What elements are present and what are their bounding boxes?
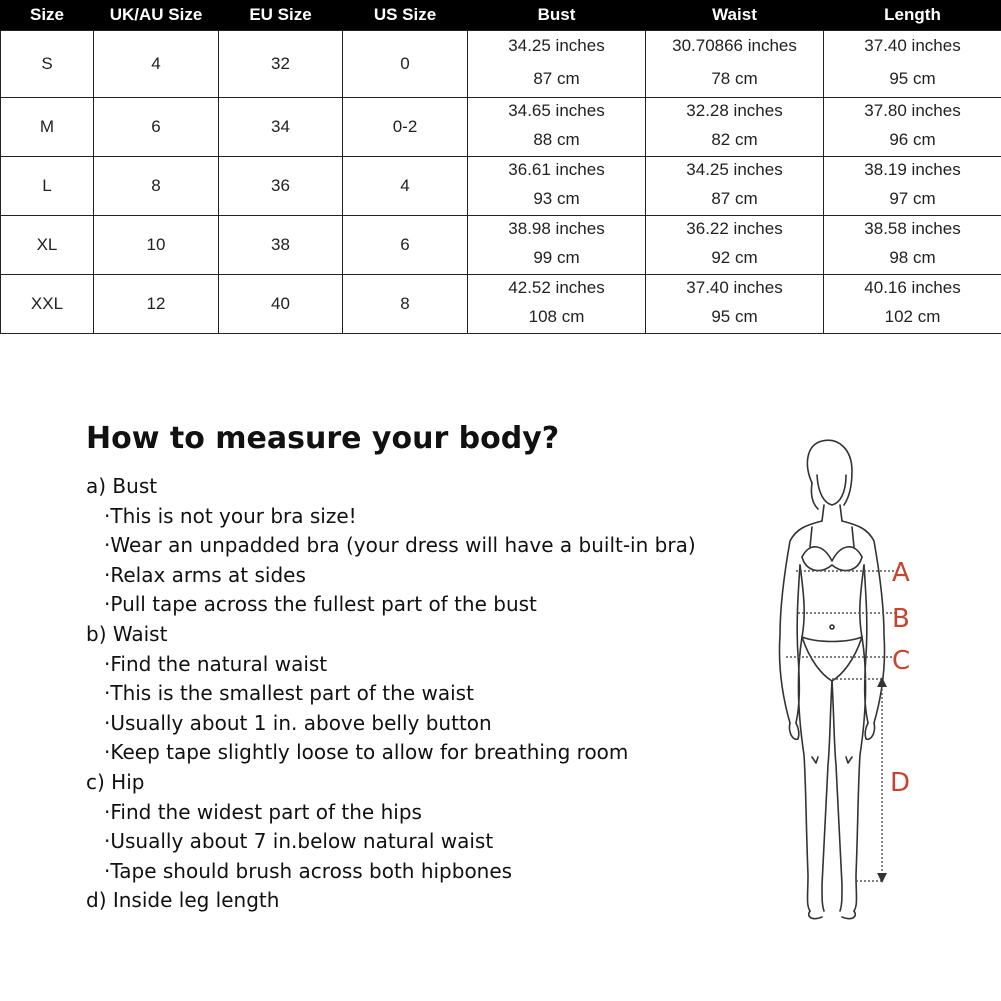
length-cell [824,98,1001,157]
length-inches: 37.40 inches [864,36,961,55]
waist-cm: 82 cm [711,130,758,149]
bust-cell [468,98,646,157]
eu-size-cell: 32 [219,31,343,98]
waist-cell [646,98,824,157]
header-eu-size: EU Size [219,0,343,31]
uk-au-size-cell: 8 [94,157,219,216]
size-cell: XL [1,216,94,275]
us-size-cell: 0-2 [343,98,468,157]
guide-item: ·Usually about 7 in.below natural waist [104,829,494,854]
waist-cm: 78 cm [711,69,758,88]
guide-item: ·Relax arms at sides [104,562,306,587]
length-inches: 40.16 inches [864,278,961,297]
bust-inches: 34.25 inches [508,36,605,55]
length-cell [824,31,1001,98]
figure-letter-c: C [892,646,911,676]
guide-item: ·This is the smallest part of the waist [104,681,474,706]
length-cm: 97 cm [889,189,936,208]
bust-cm: 93 cm [533,189,580,208]
length-cm: 95 cm [889,69,936,88]
waist-inches: 32.28 inches [686,101,783,120]
bust-cell [468,31,646,98]
table-header-row [1,0,1001,31]
length-inches: 37.80 inches [864,101,961,120]
table-row [1,216,1001,275]
table-row [1,157,1001,216]
length-cell [824,216,1001,275]
guide-item: ·Wear an unpadded bra (your dress will have a built-in bra) [104,533,696,558]
length-cm: 102 cm [884,307,941,326]
guide-section-heading: d) Inside leg length [86,888,280,913]
bust-inches: 34.65 inches [508,101,605,120]
guide-section-heading: b) Waist [86,621,168,646]
waist-inches: 37.40 inches [686,278,783,297]
table-row [1,98,1001,157]
waist-inches: 36.22 inches [686,219,783,238]
length-inches: 38.19 inches [864,160,961,179]
header-uk-au-size: UK/AU Size [94,0,219,31]
size-chart-table [0,0,1001,334]
guide-title: How to measure your body? [86,421,560,456]
length-cell [824,157,1001,216]
bust-cm: 108 cm [528,307,585,326]
waist-inches: 30.70866 inches [672,36,797,55]
guide-item: ·Pull tape across the fullest part of the bust [104,592,537,617]
bust-cm: 99 cm [533,248,580,267]
header-size: Size [1,0,94,31]
header-waist: Waist [646,0,824,31]
waist-cell [646,216,824,275]
uk-au-size-cell: 10 [94,216,219,275]
size-cell: M [1,98,94,157]
header-length: Length [824,0,1001,31]
guide-item: ·This is not your bra size! [104,503,357,528]
header-us-size: US Size [343,0,468,31]
eu-size-cell: 38 [219,216,343,275]
guide-section-heading: c) Hip [86,769,145,794]
waist-cell [646,275,824,334]
header-bust: Bust [468,0,646,31]
bust-inches: 42.52 inches [508,278,605,297]
uk-au-size-cell: 4 [94,31,219,98]
waist-cm: 92 cm [711,248,758,267]
eu-size-cell: 36 [219,157,343,216]
us-size-cell: 8 [343,275,468,334]
eu-size-cell: 34 [219,98,343,157]
measurement-guide [86,472,736,916]
waist-cell [646,31,824,98]
waist-cm: 95 cm [711,307,758,326]
figure-letter-a: A [892,558,910,588]
bust-cm: 87 cm [533,69,580,88]
guide-item: ·Tape should brush across both hipbones [104,858,513,883]
us-size-cell: 4 [343,157,468,216]
guide-item: ·Keep tape slightly loose to allow for breathing room [104,740,629,765]
length-cm: 96 cm [889,130,936,149]
table-row [1,31,1001,98]
guide-item: ·Find the natural waist [104,651,328,676]
length-cell [824,275,1001,334]
guide-item: ·Find the widest part of the hips [104,799,422,824]
figure-letter-d: D [890,768,911,798]
eu-size-cell: 40 [219,275,343,334]
table-row [1,275,1001,334]
guide-section-heading: a) Bust [86,474,158,498]
us-size-cell: 0 [343,31,468,98]
size-cell: S [1,31,94,98]
bust-cell [468,216,646,275]
us-size-cell: 6 [343,216,468,275]
guide-item: ·Usually about 1 in. above belly button [104,710,492,735]
bust-cell [468,275,646,334]
bust-cell [468,157,646,216]
size-cell: L [1,157,94,216]
uk-au-size-cell: 12 [94,275,219,334]
body-measurement-figure [760,405,960,935]
bust-inches: 36.61 inches [508,160,605,179]
waist-cell [646,157,824,216]
size-cell: XXL [1,275,94,334]
length-cm: 98 cm [889,248,936,267]
figure-letter-b: B [892,604,910,634]
uk-au-size-cell: 6 [94,98,219,157]
length-inches: 38.58 inches [864,219,961,238]
bust-cm: 88 cm [533,130,580,149]
bust-inches: 38.98 inches [508,219,605,238]
waist-cm: 87 cm [711,189,758,208]
waist-inches: 34.25 inches [686,160,783,179]
